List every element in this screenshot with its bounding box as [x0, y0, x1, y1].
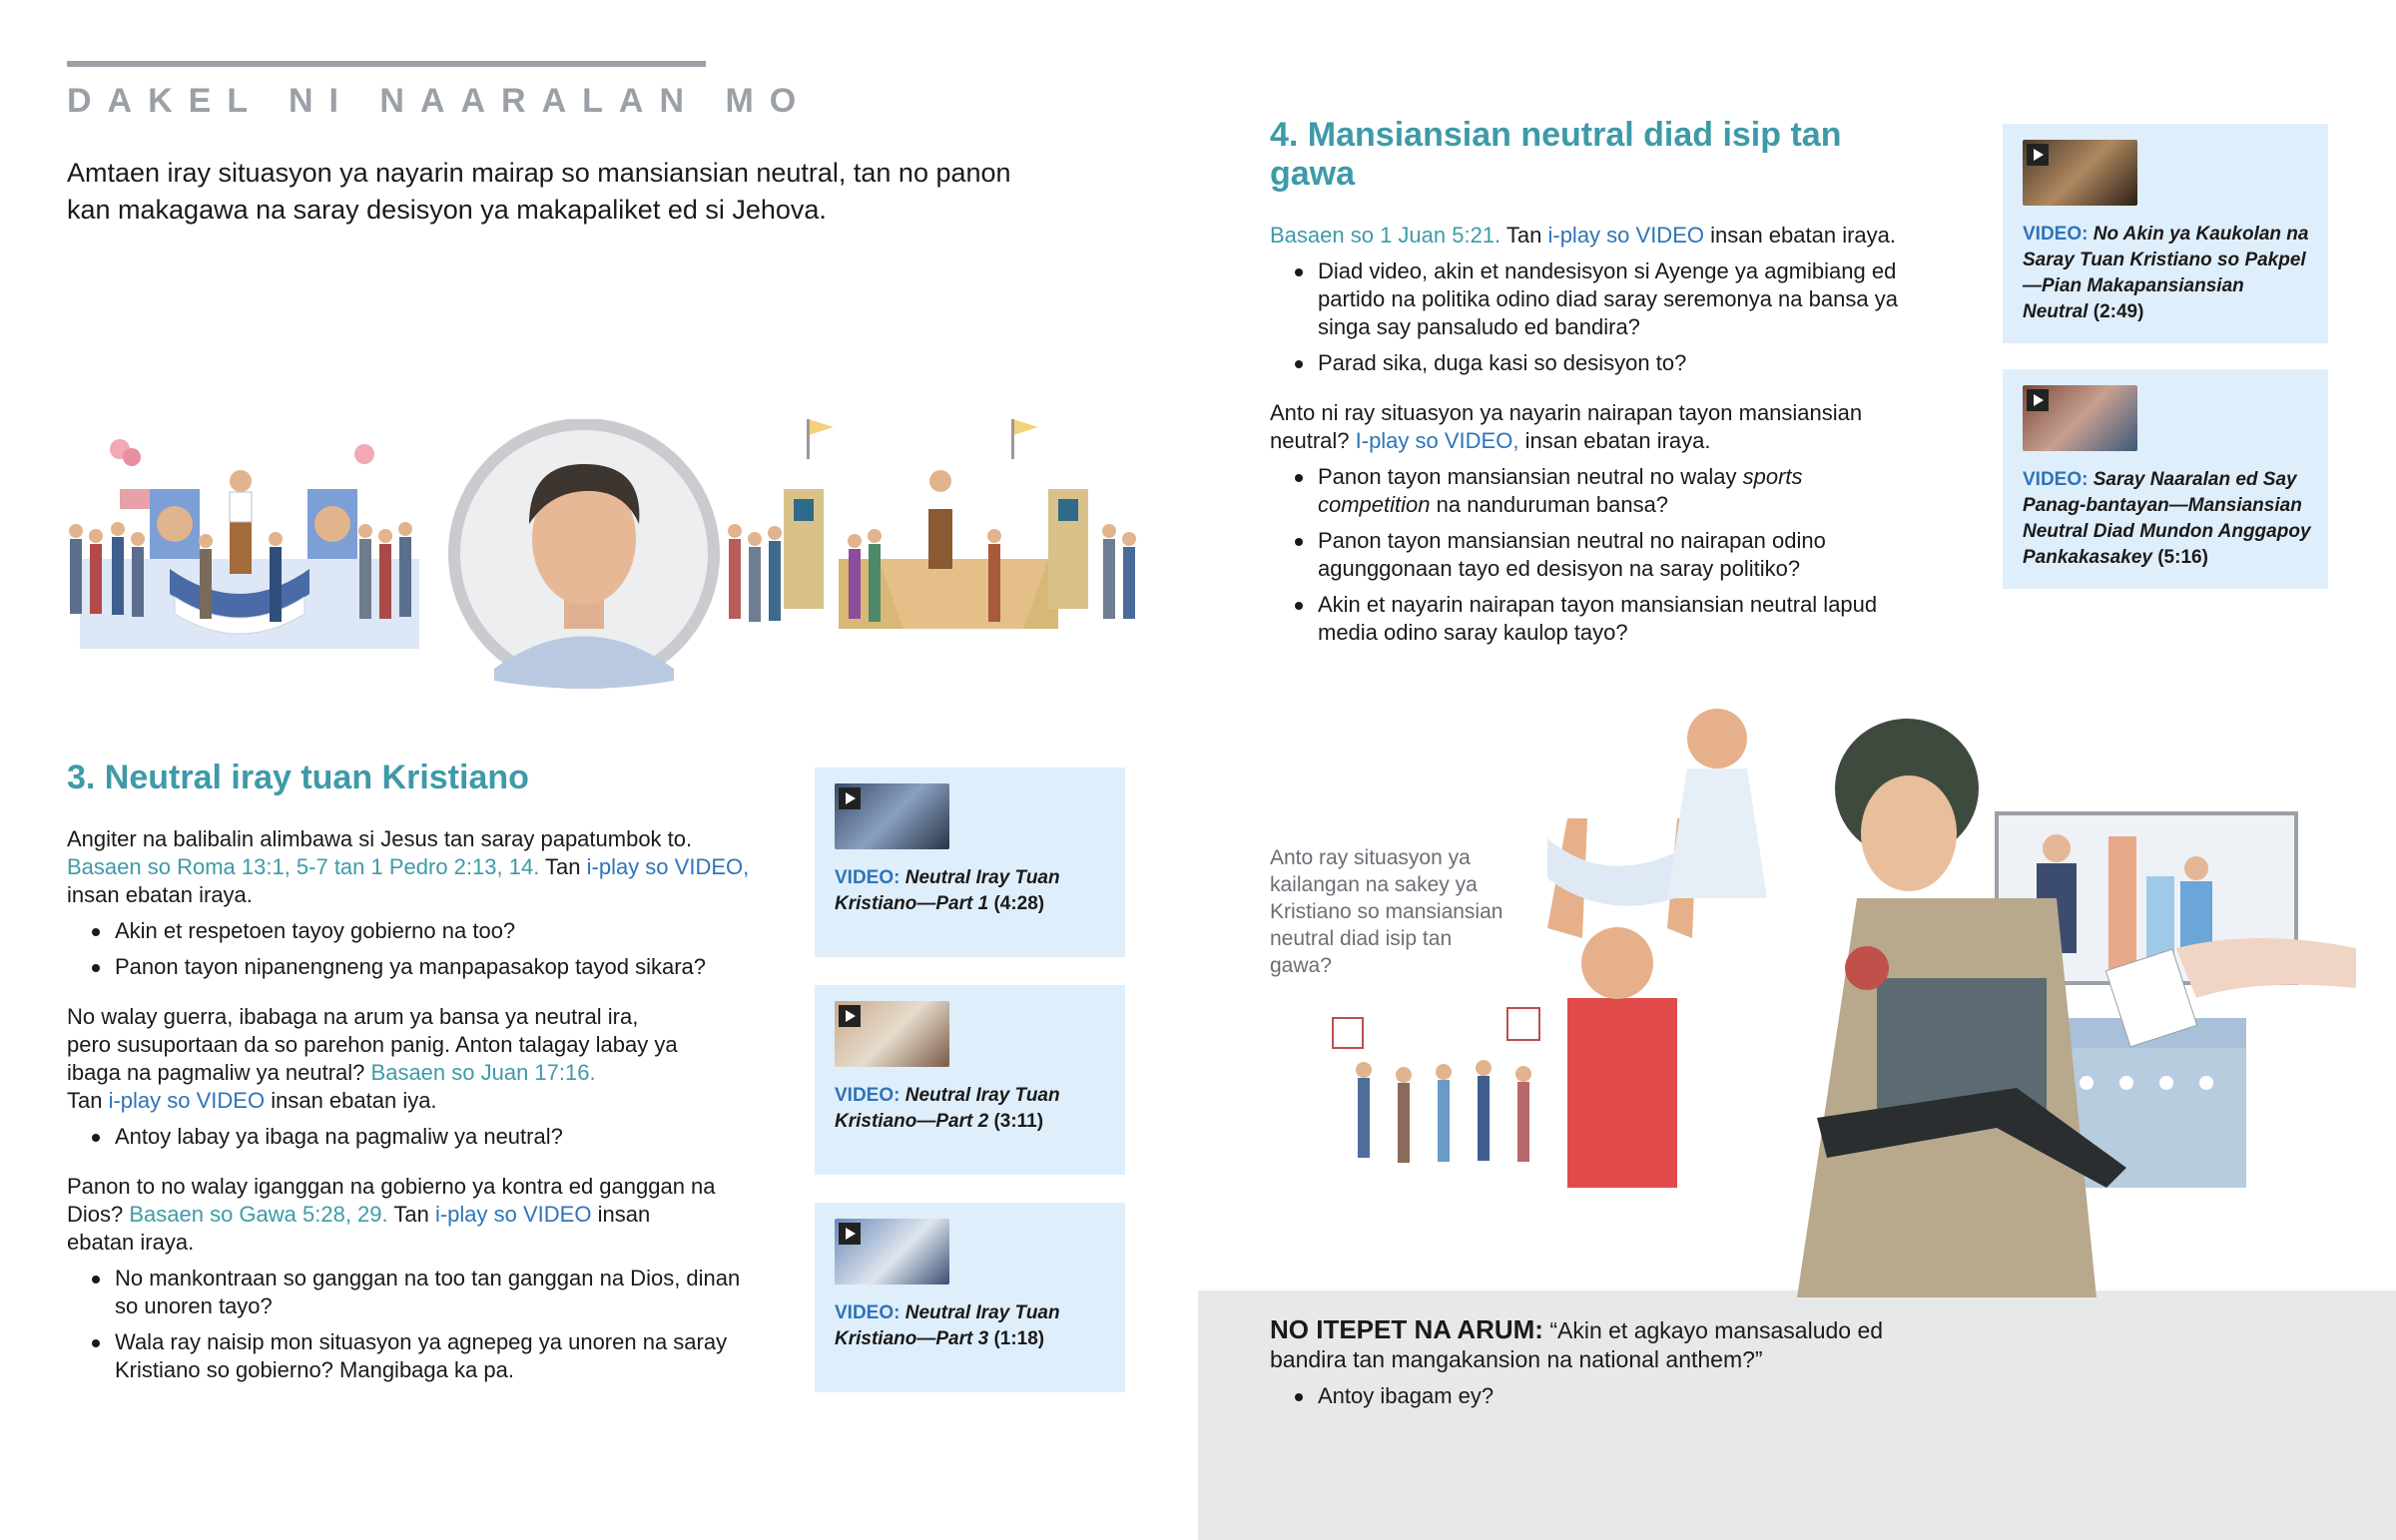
bullet-text: na nanduruman bansa?	[1430, 492, 1669, 517]
neutrality-illustration	[1298, 699, 2396, 1297]
video-thumbnail[interactable]	[835, 783, 949, 849]
bullet-item: Wala ray naisip mon situasyon ya agnepeg ya unoren na saray Kristiano so gobierno? Mangibaga ka pa.	[115, 1328, 754, 1384]
bullet-text: Panon tayon mansiansian neutral no walay	[1318, 464, 1743, 489]
callout	[1270, 1315, 1949, 1418]
play-video-link[interactable]: i-play so VIDEO	[1547, 223, 1704, 248]
bullet-list	[1270, 1382, 1949, 1410]
bullet-emphasis: sports competition	[1318, 464, 1803, 517]
candidate-portrait	[448, 419, 720, 689]
video-thumbnail[interactable]	[2023, 385, 2137, 451]
soldier	[1797, 719, 2126, 1297]
paragraph-text: Panon to no walay iganggan na gobierno ya kontra ed ganggan na Dios?	[67, 1174, 716, 1227]
bullet-list	[1270, 463, 1917, 647]
paragraph-text: insan ebatan iya.	[265, 1088, 437, 1113]
callout-quote: “Akin et agkayo mansasaludo ed bandira tan mangakansion na national anthem?”	[1270, 1317, 1884, 1372]
paragraph-text: Anto ni ray situasyon ya nayarin nairapan tayon mansiansian neutral?	[1270, 400, 1863, 453]
video-duration: (1:18)	[993, 1328, 1045, 1349]
scripture-link[interactable]: Basaen so 1 Juan 5:21.	[1270, 223, 1501, 248]
video-title: Neutral Iray Tuan Kristiano—Part 1	[835, 867, 1060, 914]
bullet-list	[67, 917, 766, 981]
play-video-link[interactable]: i-play so VIDEO	[108, 1088, 266, 1113]
illustration-caption: Anto ray situasyon ya kailangan na sakey ya Kristiano so mansiansian neutral diad isip tan gawa?	[1270, 846, 1503, 977]
section-4-paragraph-1	[1270, 222, 1929, 250]
left-rally-scene	[69, 439, 419, 649]
bullet-item: Antoy labay ya ibaga na pagmaliw ya neutral?	[115, 1123, 766, 1151]
play-icon[interactable]	[2027, 389, 2049, 411]
section-3-paragraph-2	[67, 1003, 686, 1115]
intro-text: Amtaen iray situasyon ya nayarin mairap so mansiansian neutral, tan no panon kan makagawa na saray desisyon ya makapaliket ed si Jehova.	[67, 158, 1011, 225]
callout-label: NO ITEPET NA ARUM:	[1270, 1314, 1543, 1344]
video-title: No Akin ya Kaukolan na Saray Tuan Kristiano so Pakpel—Pian Makapansiansian Neutral	[2023, 224, 2309, 322]
video-caption	[835, 1300, 1104, 1352]
bullet-item: Antoy ibagam ey?	[1318, 1382, 1949, 1410]
video-title: Neutral Iray Tuan Kristiano—Part 2	[835, 1085, 1060, 1132]
section-3-title: 3. Neutral iray tuan Kristiano	[67, 759, 529, 796]
section-4-title: 4. Mansiansian neutral diad isip tan gawa	[1270, 116, 1842, 193]
video-label: VIDEO:	[835, 1085, 900, 1106]
video-card-panag-bantayan[interactable]	[2003, 369, 2328, 589]
paragraph-text: insan ebatan iraya.	[1518, 428, 1711, 453]
scripture-link[interactable]: Basaen so Gawa 5:28, 29.	[129, 1202, 388, 1227]
video-label: VIDEO:	[835, 1302, 900, 1323]
video-card-part-2[interactable]	[815, 985, 1125, 1175]
header-rule	[67, 61, 706, 67]
video-caption	[2023, 467, 2312, 571]
paragraph-text: Tan	[387, 1202, 435, 1227]
video-title: Saray Naaralan ed Say Panag-bantayan—Mansiansian Neutral Diad Mundon Anggapoy Pankakasakey	[2023, 469, 2311, 568]
bullet-item: Parad sika, duga kasi so desisyon to?	[1318, 349, 1917, 377]
young-man	[1667, 709, 1767, 898]
play-icon[interactable]	[839, 1223, 861, 1245]
section-3-paragraph-3	[67, 1173, 716, 1257]
bullet-list	[1270, 257, 1917, 377]
callout-text	[1270, 1315, 1949, 1374]
video-title: Neutral Iray Tuan Kristiano—Part 3	[835, 1302, 1060, 1349]
video-caption	[835, 1083, 1104, 1135]
scripture-link[interactable]: Basaen so Roma 13:1, 5-7 tan 1 Pedro 2:13, 14.	[67, 854, 540, 879]
video-label: VIDEO:	[2023, 224, 2089, 245]
video-label: VIDEO:	[835, 867, 900, 888]
bullet-item: Panon tayon mansiansian neutral no nairapan odino agunggonaan tayo ed desisyon na saray politiko?	[1318, 527, 1917, 583]
video-duration: (5:16)	[2157, 547, 2208, 568]
section-4	[1270, 116, 1929, 655]
video-label: VIDEO:	[2023, 469, 2089, 490]
video-duration: (2:49)	[2093, 301, 2144, 322]
video-caption	[2023, 222, 2312, 325]
rally-illustration	[60, 419, 1158, 689]
bullet-item	[1318, 463, 1917, 519]
paragraph-text: No walay guerra, ibabaga na arum ya bansa ya neutral ira, pero susuportaan da so parehon panig. Anton talagay labay ya ibaga na pagmaliw ya neutral?	[67, 1004, 678, 1085]
play-icon[interactable]	[839, 1005, 861, 1027]
bullet-list	[67, 1123, 766, 1151]
video-duration: (4:28)	[993, 893, 1045, 914]
play-video-link[interactable]: I-play so VIDEO,	[1355, 428, 1519, 453]
video-thumbnail[interactable]	[835, 1219, 949, 1284]
section-3-paragraph-1	[67, 825, 766, 909]
video-thumbnail[interactable]	[2023, 140, 2137, 206]
video-caption	[835, 865, 1104, 917]
right-rally-scene	[728, 419, 1136, 629]
play-icon[interactable]	[839, 787, 861, 809]
paragraph-text: Tan	[539, 854, 587, 879]
bullet-item: Panon tayon nipanengneng ya manpapasakop tayod sikara?	[115, 953, 766, 981]
scripture-link[interactable]: Basaen so Juan 17:16.	[370, 1060, 596, 1085]
video-card-pakpel[interactable]	[2003, 124, 2328, 343]
bullet-item: Akin et respetoen tayoy gobierno na too?	[115, 917, 766, 945]
paragraph-text: Tan	[1500, 223, 1548, 248]
protest-crowd	[1333, 1008, 1539, 1163]
play-icon[interactable]	[2027, 144, 2049, 166]
bullet-item: No mankontraan so ganggan na too tan ganggan na Dios, dinan so unoren tayo?	[115, 1265, 754, 1320]
video-card-part-1[interactable]	[815, 768, 1125, 957]
paragraph-text: insan ebatan iraya.	[67, 882, 253, 907]
paragraph-text: Tan	[67, 1088, 109, 1113]
paragraph-text: insan ebatan iraya.	[67, 1202, 651, 1255]
section-3	[67, 759, 766, 1392]
video-duration: (3:11)	[993, 1111, 1044, 1132]
bullet-item: Diad video, akin et nandesisyon si Ayenge ya agmibiang ed partido na politika odino diad saray seremonya na bansa ya singa say pansaludo ed bandira?	[1318, 257, 1917, 341]
bullet-item: Akin et nayarin nairapan tayon mansiansian neutral lapud media odino saray kaulop tayo?	[1318, 591, 1917, 647]
section-4-paragraph-2	[1270, 399, 1909, 455]
play-video-link[interactable]: i-play so VIDEO	[434, 1202, 592, 1227]
video-card-part-3[interactable]	[815, 1203, 1125, 1392]
play-video-link[interactable]: i-play so VIDEO,	[586, 854, 750, 879]
video-thumbnail[interactable]	[835, 1001, 949, 1067]
bullet-list	[67, 1265, 754, 1384]
paragraph-text: Angiter na balibalin alimbawa si Jesus tan saray papatumbok to.	[67, 826, 693, 851]
paragraph-text: insan ebatan iraya.	[1703, 223, 1897, 248]
section-kicker: DAKEL NI NAARALAN MO	[67, 82, 813, 120]
